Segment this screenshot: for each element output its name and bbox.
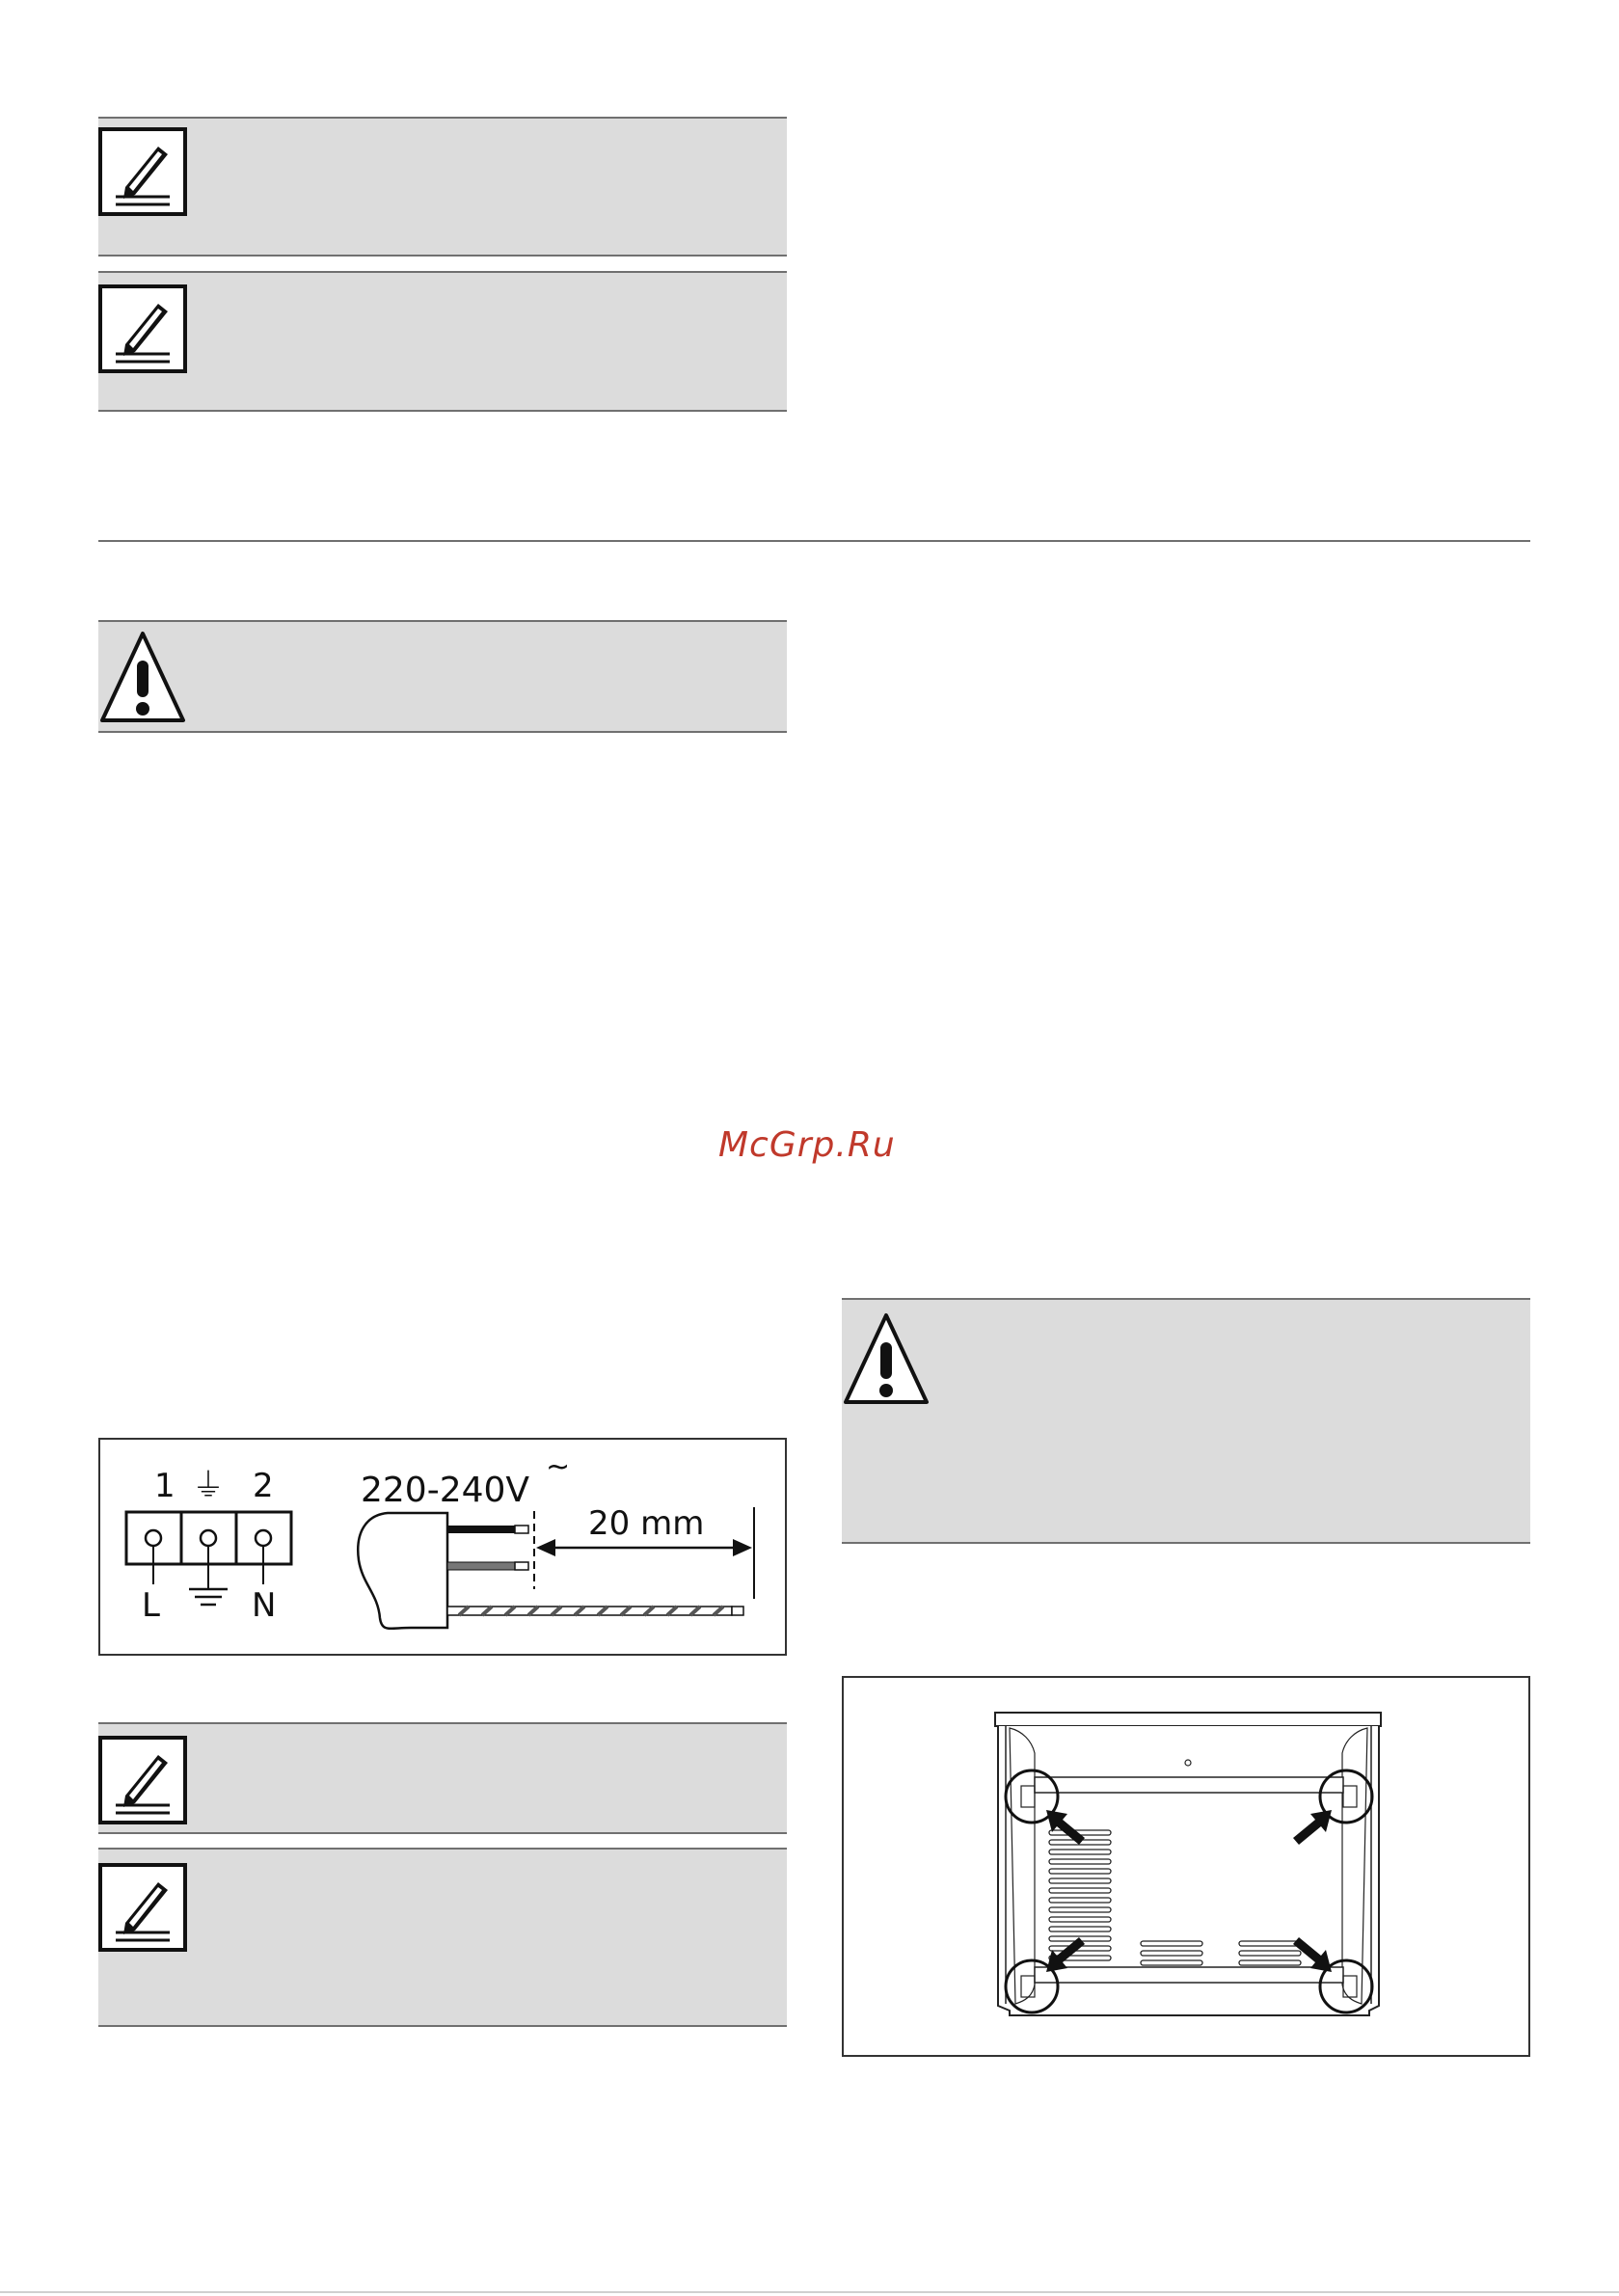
note-box-3 [98,1722,787,1834]
wiring-diagram [98,1438,787,1656]
section-divider [98,540,1530,542]
note-box-1 [98,117,787,257]
ac-symbol: ~ [546,1450,571,1484]
terminal-2-label: 2 [253,1467,274,1505]
warning-box-1 [98,620,787,733]
appliance-underside-diagram [842,1676,1530,2057]
pencil-note-icon [98,284,187,377]
pencil-note-icon [98,1736,187,1828]
voltage-label: 220-240V [361,1471,530,1510]
warning-triangle-icon [842,1311,931,1410]
warning-triangle-icon [98,630,187,728]
neutral-label: N [252,1586,277,1625]
pencil-note-icon [98,127,187,220]
note-box-4 [98,1848,787,2027]
warning-box-2 [842,1298,1530,1544]
terminal-1-label: 1 [154,1467,175,1505]
strip-length-label: 20 mm [588,1504,705,1543]
live-label: L [142,1586,160,1625]
watermark: McGrp.Ru [718,1125,896,1165]
pencil-note-icon [98,1863,187,1956]
earth-terminal-label: ⏚ [192,1467,225,1505]
note-box-2 [98,271,787,412]
footer-line [0,2291,1619,2293]
